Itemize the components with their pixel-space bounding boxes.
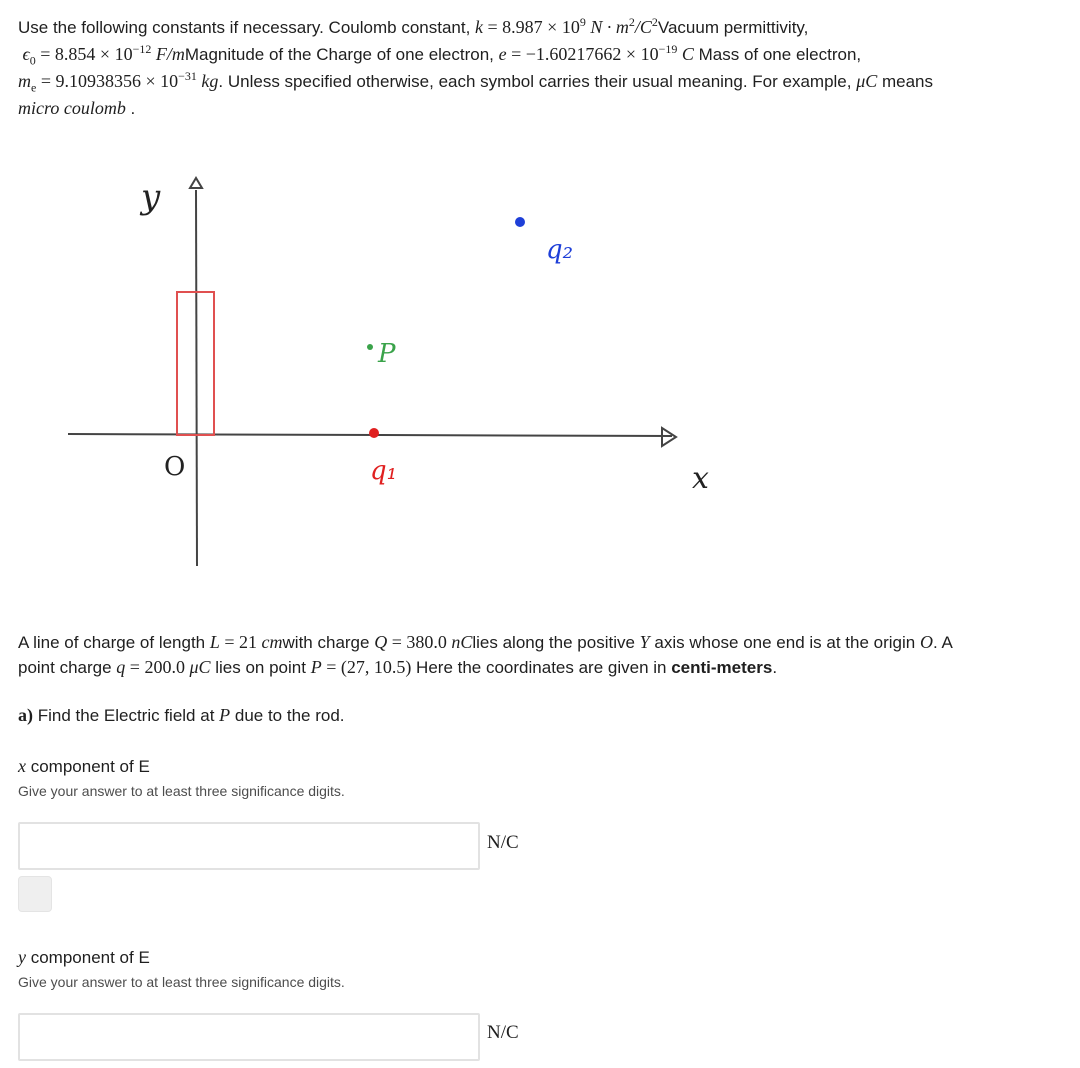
x-component-label: x component of E [18,756,150,776]
electron-charge: $e = -1.60217662 \times 10^{-19}$ C [498,42,694,64]
electron-mass: $m_e = 9.10938356 \times 10^{-31}$ kg [18,69,219,95]
x-component-input[interactable] [18,822,480,870]
part-a-label: a) [18,705,33,725]
intro-text: Use the following constants if necessary. Coulomb constant, [18,18,476,37]
y-component-unit: N/C [487,1022,519,1043]
q1-label: q₁ [370,456,398,486]
y-axis-arrowhead [190,178,202,188]
y-axis [196,190,197,566]
point-p-label: P [378,339,396,369]
constants-paragraph: Use the following constants if necessary. Coulomb constant, $k = 8.987 \times 10^9$ $N \cdot m^2/C^2Vacuum$ permittivity, $\epsilon_0 = 8.854 \times 10^{-12}$ F/mMagnitude of the Charge of one electron, $e = -1.60217662 \times 10^{-19}$ C Mass of one electron, $m_e = 9.10938356 \times 10^{-31}$ kg. Unless specified otherwise, each symbol carries their usual meaning. For example, μC means micro coulomb . [18,15,934,118]
origin-label: O [164,452,186,482]
x-component-check-button[interactable] [18,876,52,912]
point-p [367,344,373,350]
q2-label: q₂ [546,235,574,265]
coulomb-constant: $k = 8.987 \times 10^9$ $N \cdot m^2/C^2$ [475,15,658,37]
x-axis-arrowhead [662,428,676,446]
x-component-unit: N/C [487,832,519,853]
y-component-hint: Give your answer to at least three significance digits. [18,974,345,990]
x-component-hint: Give your answer to at least three significance digits. [18,783,345,799]
point-q1 [369,428,379,438]
part-a-question: a) Find the Electric field at P due to the rod. [18,705,345,725]
y-axis-label: y [141,177,161,217]
x-axis-label: x [692,461,709,496]
y-component-label: y component of E [18,947,150,967]
charge-diagram [0,150,1080,590]
y-component-input[interactable] [18,1013,480,1061]
point-q2 [515,217,525,227]
vacuum-permittivity: $\epsilon_0 = 8.854 \times 10^{-12}$ F/m [22,42,185,68]
problem-statement: A line of charge of length L = 21 cmwith charge Q = 380.0 nClies along the positive Y axis whose one end is at the origin O. A point charge q = 200.0 μC lies on point P = (27, 10.5) Here the coordinates are given in centi-meters. [18,632,953,677]
